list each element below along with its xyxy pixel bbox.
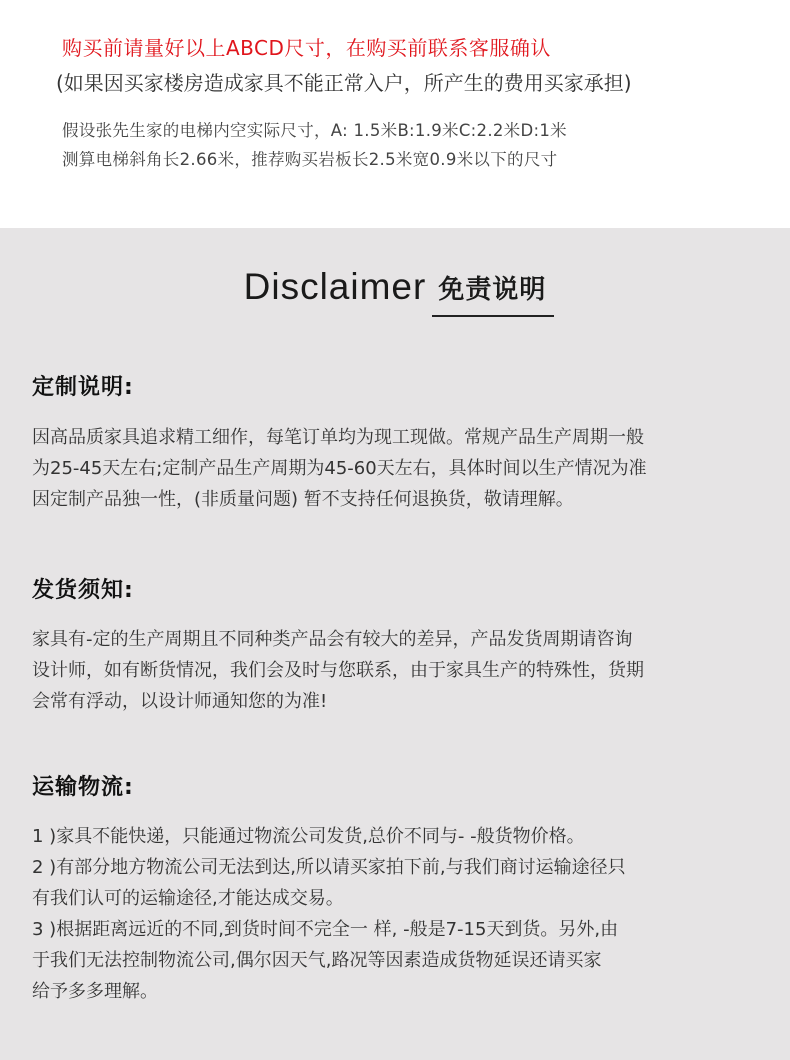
section-custom-line: 因定制产品独一性，(非质量问题) 暂不支持任何退换货，敬请理解。 — [32, 489, 574, 510]
section-custom-line: 因高品质家具追求精工细作，每笔订单均为现工现做。常规产品生产周期一般 — [32, 427, 644, 448]
disclaimer-title-en: Disclaimer — [243, 266, 427, 307]
disclaimer-title-cn: 免责说明 — [438, 274, 547, 305]
section-shipping-line: 家具有-定的生产周期且不同种类产品会有较大的差异，产品发货周期请咨询 — [32, 629, 633, 650]
recommended-size-text: 测算电梯斜角长2.66米，推荐购买岩板长2.5米宽0.9米以下的尺寸 — [62, 150, 558, 169]
section-logistics-line: 1 )家具不能快递，只能通过物流公司发货,总价不同与- -般货物价格。 — [32, 826, 585, 847]
title-underline — [432, 315, 554, 317]
elevator-size-example: 假设张先生家的电梯内空实际尺寸，A: 1.5米B:1.9米C:2.2米D:1米 — [62, 121, 567, 140]
section-logistics-line: 3 )根据距离远近的不同,到货时间不完全一 样, -般是7-15天到货。另外,由 — [32, 919, 619, 940]
section-logistics-line: 有我们认可的运输途径,才能达成交易。 — [32, 888, 344, 909]
disclaimer-title — [0, 266, 790, 308]
liability-note: (如果因买家楼房造成家具不能正常入户，所产生的费用买家承担) — [56, 71, 632, 95]
section-shipping-line: 设计师，如有断货情况，我们会及时与您联系，由于家具生产的特殊性，货期 — [32, 660, 644, 681]
section-logistics-line: 2 )有部分地方物流公司无法到达,所以请买家拍下前,与我们商讨运输途径只 — [32, 857, 626, 878]
size-warning-text: 购买前请量好以上ABCD尺寸，在购买前联系客服确认 — [62, 36, 551, 60]
section-heading-shipping: 发货须知: — [32, 578, 134, 603]
section-heading-logistics: 运输物流: — [32, 775, 134, 800]
section-custom-line: 为25-45天左右;定制产品生产周期为45-60天左右，具体时间以生产情况为准 — [32, 458, 647, 479]
section-heading-custom: 定制说明: — [32, 375, 134, 400]
section-shipping-line: 会常有浮动，以设计师通知您的为准! — [32, 691, 328, 712]
section-logistics-line: 于我们无法控制物流公司,偶尔因天气,路况等因素造成货物延误还请买家 — [32, 950, 602, 971]
section-logistics-line: 给予多多理解。 — [32, 981, 158, 1002]
size-notice-panel — [0, 0, 790, 228]
